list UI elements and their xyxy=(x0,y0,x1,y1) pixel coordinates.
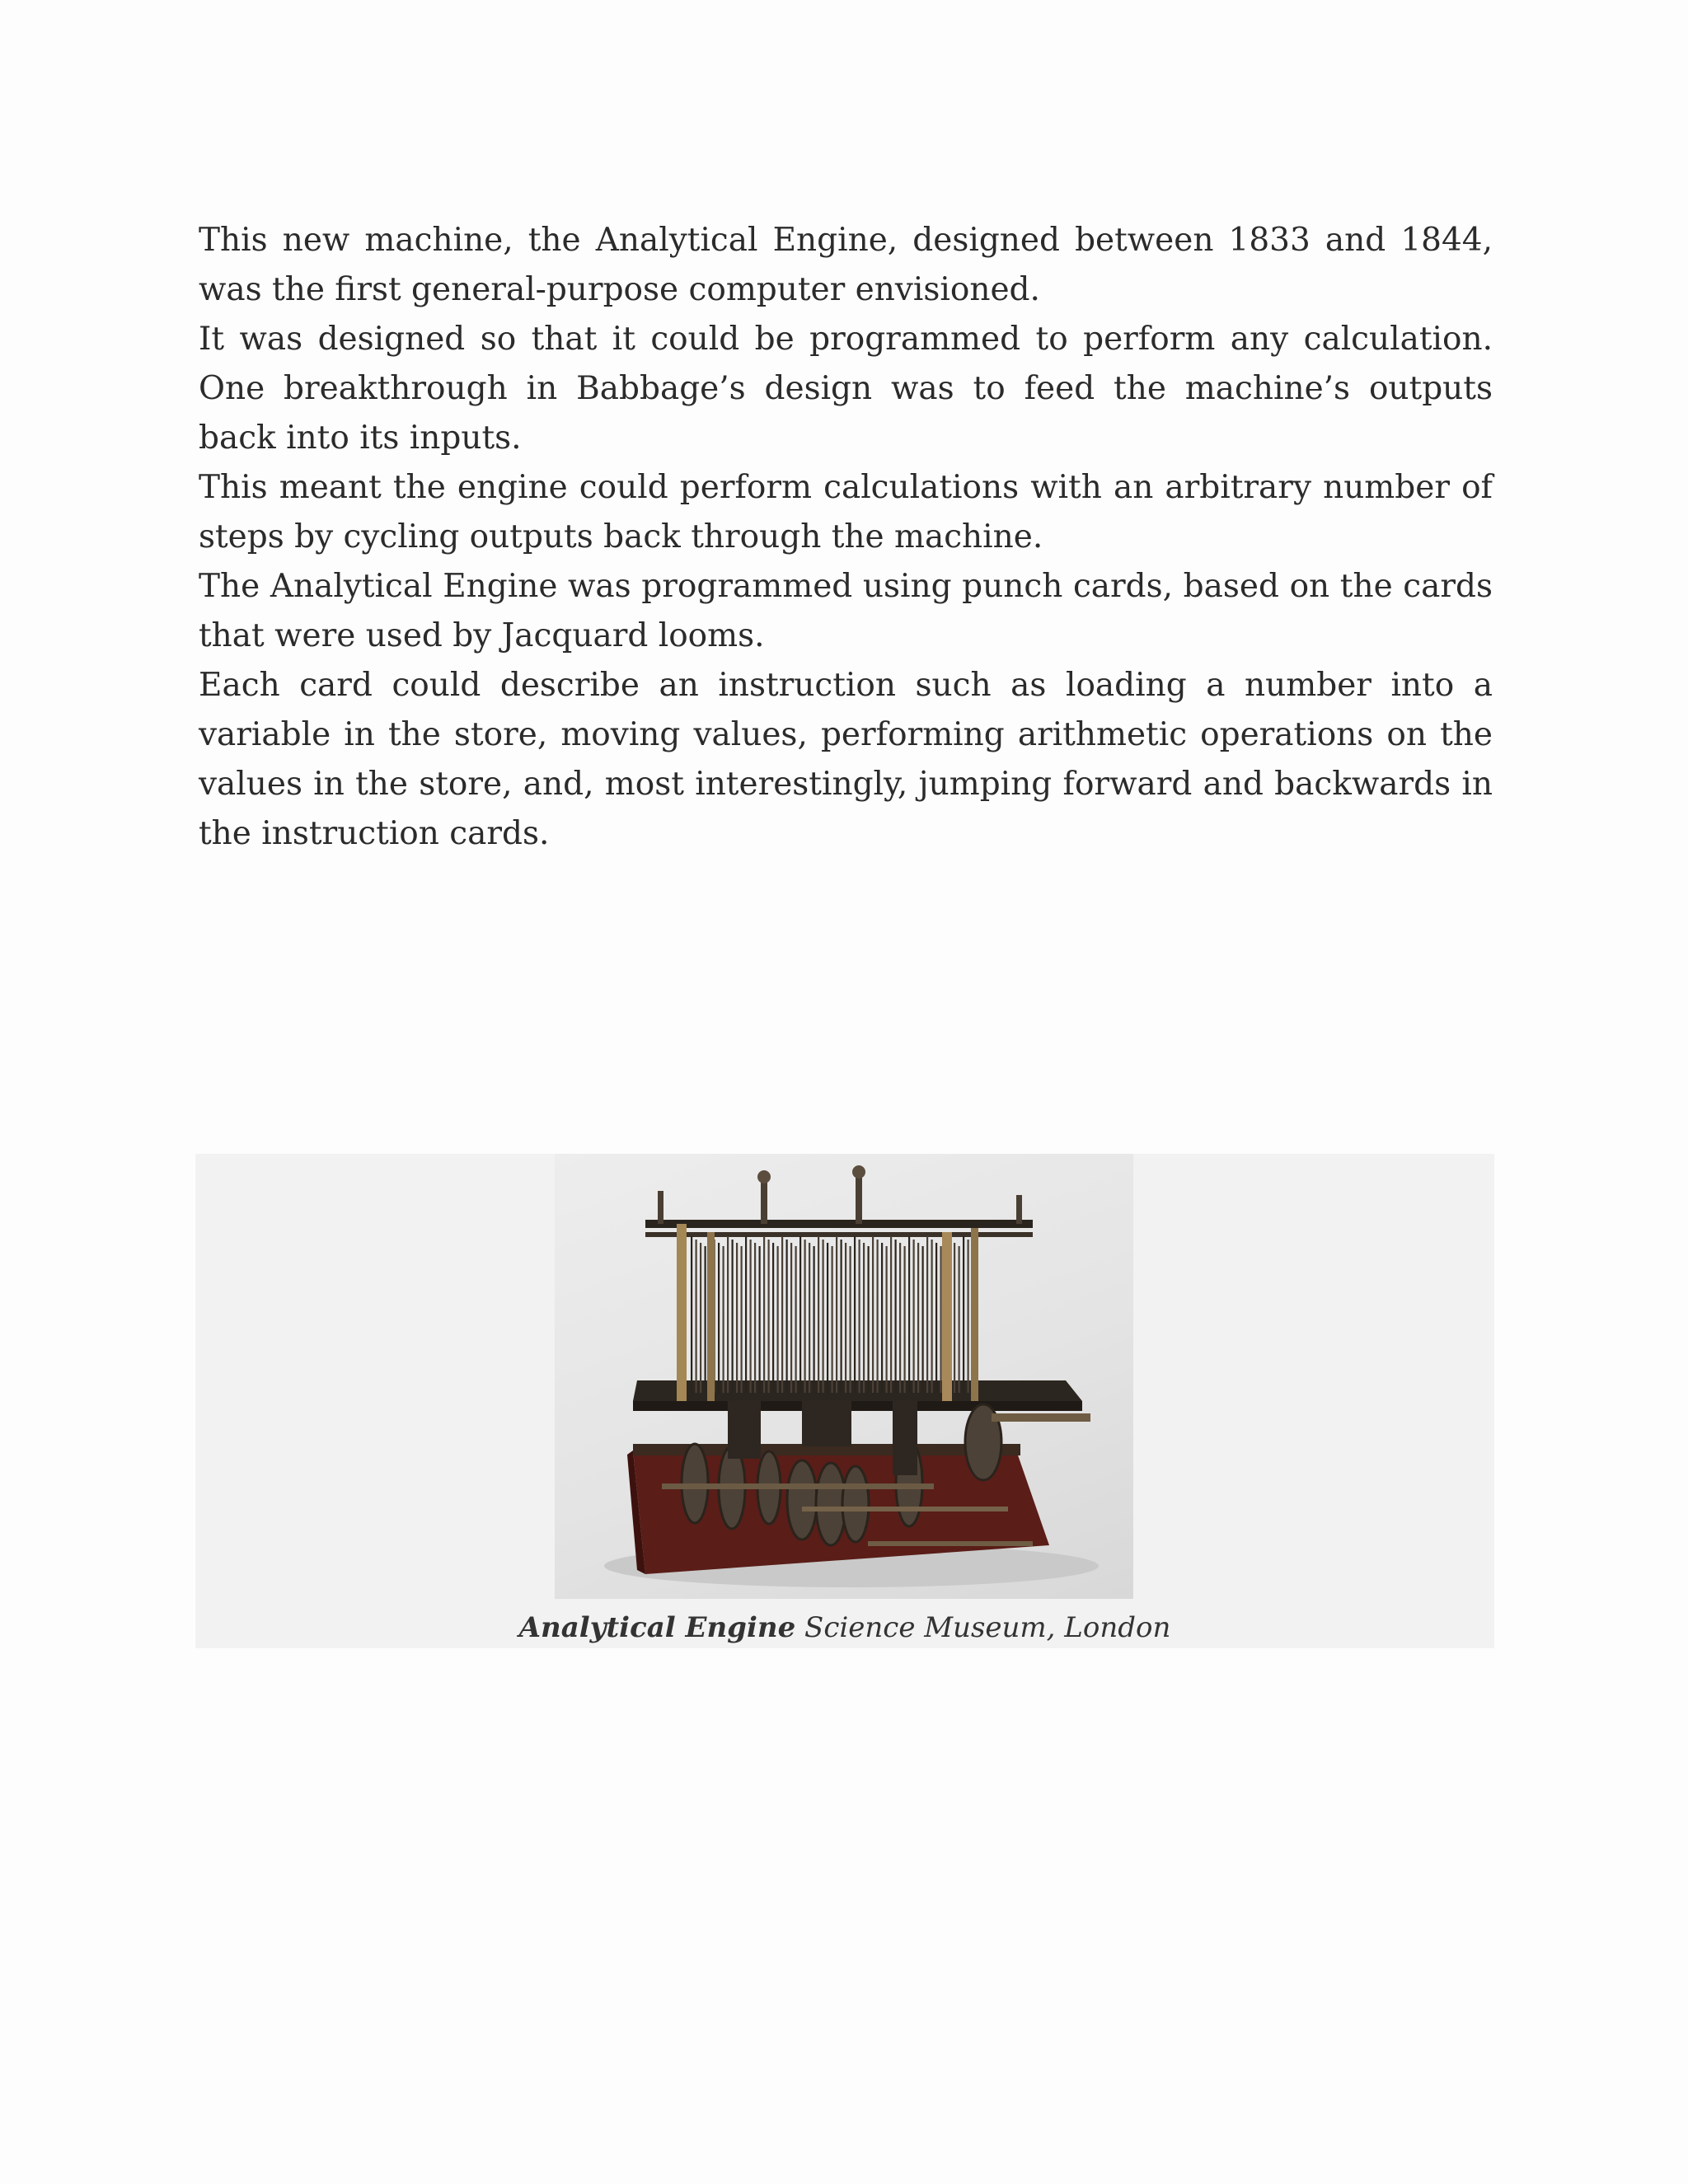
machine-rod xyxy=(931,1240,933,1393)
machine-rod xyxy=(963,1236,964,1393)
caption-title: Analytical Engine xyxy=(518,1611,796,1644)
machine-rod xyxy=(768,1240,770,1393)
machine-rod xyxy=(841,1240,842,1393)
machine-rod xyxy=(723,1246,724,1393)
machine-rod xyxy=(954,1243,955,1393)
machine-rod xyxy=(877,1240,879,1393)
machine-rod xyxy=(845,1243,846,1393)
machine-rod xyxy=(809,1243,810,1393)
machine-rod xyxy=(795,1246,797,1393)
machine-rod xyxy=(836,1236,837,1393)
machine-rod xyxy=(926,1236,928,1393)
machine-rod xyxy=(854,1236,856,1393)
machine-rod xyxy=(859,1240,860,1393)
paragraph-intro: This new machine, the Analytical Engine, designed between 1833 and 1844, was the first general-purpose computer envisioned. xyxy=(199,222,1493,308)
machine-rod xyxy=(959,1246,960,1393)
machine-rod xyxy=(922,1246,924,1393)
machine-rod xyxy=(814,1246,815,1393)
machine-rod xyxy=(895,1240,897,1393)
machine-rod xyxy=(818,1236,819,1393)
machine-rod xyxy=(777,1246,779,1393)
machine-rod xyxy=(736,1243,738,1393)
machine-rod xyxy=(904,1246,906,1393)
machine-rod xyxy=(850,1246,851,1393)
machine-rod xyxy=(832,1246,833,1393)
analytical-engine-illustration xyxy=(555,1154,1133,1599)
machine-rod xyxy=(763,1236,765,1393)
machine-rod xyxy=(872,1236,874,1393)
machine-rod xyxy=(804,1240,806,1393)
paragraph-punch-cards: The Analytical Engine was programmed using punch cards, based on the cards that were used by Jacquard looms. xyxy=(199,568,1493,654)
figure-caption xyxy=(195,1611,1494,1644)
machine-rod xyxy=(881,1243,883,1393)
machine-rod xyxy=(696,1240,697,1393)
machine-rod xyxy=(741,1246,743,1393)
analytical-engine-photo xyxy=(555,1154,1133,1599)
machine-rod xyxy=(827,1243,828,1393)
machine-rod xyxy=(732,1240,734,1393)
machine-rod xyxy=(754,1243,756,1393)
machine-rod xyxy=(940,1246,942,1393)
paragraph-cycling: This meant the engine could perform calculations with an arbitrary number of steps by cycling outputs back through the machine. xyxy=(199,469,1493,555)
machine-rod xyxy=(899,1243,901,1393)
machine-rod xyxy=(886,1246,888,1393)
machine-rod xyxy=(700,1243,701,1393)
paragraph-instructions: Each card could describe an instruction such as loading a number into a variable in the store, moving values, performing arithmetic operations on the values in the store, and, most interestingly, jumping forward and backwards in the instruction cards. xyxy=(199,667,1493,852)
machine-rod xyxy=(705,1246,706,1393)
machine-rod xyxy=(727,1236,729,1393)
machine-rod xyxy=(786,1240,788,1393)
caption-text: Science Museum, London xyxy=(804,1611,1171,1644)
machine-rod xyxy=(691,1236,692,1393)
machine-rod xyxy=(890,1236,892,1393)
machine-rod xyxy=(908,1236,910,1393)
machine-rod xyxy=(781,1236,783,1393)
machine-rod xyxy=(772,1243,774,1393)
machine-rod xyxy=(823,1240,824,1393)
machine-rod xyxy=(968,1240,969,1393)
machine-rod xyxy=(745,1236,747,1393)
machine-rod xyxy=(759,1246,761,1393)
article-body xyxy=(199,216,1493,859)
paragraph-programmable: It was designed so that it could be programmed to perform any calculation. One breakthrough in Babbage’s design was to feed the machine’s outputs back into its inputs. xyxy=(199,321,1493,457)
machine-rod xyxy=(868,1246,870,1393)
machine-rod xyxy=(718,1243,720,1393)
machine-rod xyxy=(917,1243,919,1393)
machine-rod xyxy=(935,1243,937,1393)
machine-rod xyxy=(790,1243,792,1393)
machine-rod xyxy=(799,1236,801,1393)
machine-rod xyxy=(750,1240,752,1393)
machine-rod xyxy=(863,1243,865,1393)
figure xyxy=(195,1154,1494,1648)
machine-rod xyxy=(913,1240,915,1393)
